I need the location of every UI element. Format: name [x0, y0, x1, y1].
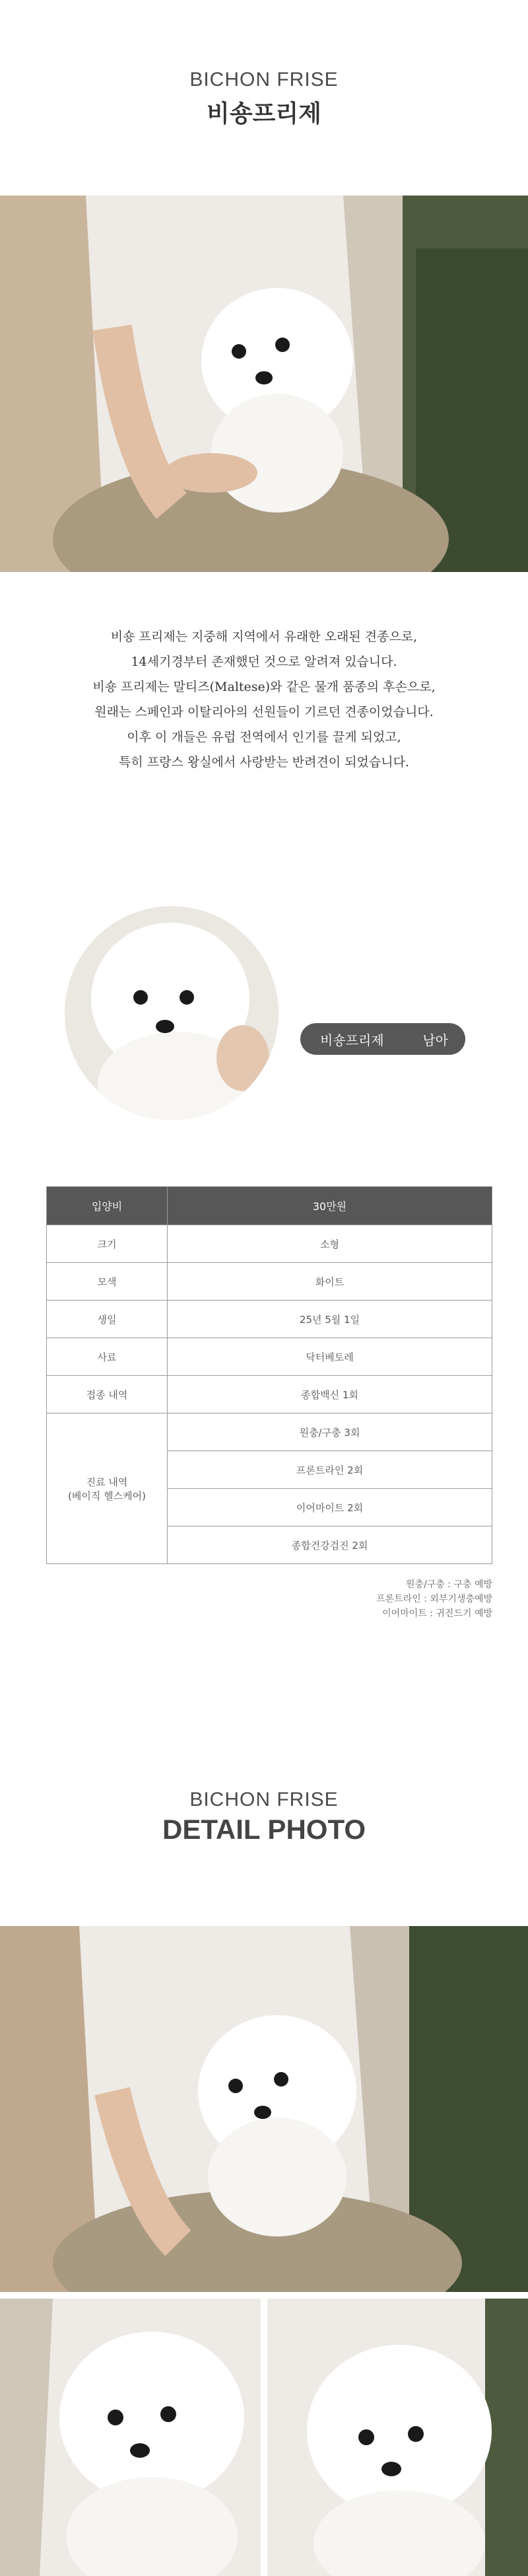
table-row: [47, 1301, 492, 1338]
hero-header: [0, 69, 528, 129]
note-line: 프론트라인 : 외부기생충예방: [376, 1594, 492, 1604]
medical-item: 프론트라인 2회: [168, 1451, 492, 1489]
note-line: 이어마이트 : 귀진드기 예방: [382, 1608, 492, 1619]
medical-item: 종합건강검진 2회: [168, 1526, 492, 1564]
hero-en-title: BICHON FRISE: [189, 69, 339, 90]
table-row: [47, 1413, 492, 1451]
info-table: [46, 1186, 492, 1564]
adoption-fee-value: 30만원: [168, 1187, 492, 1225]
breed-label: 비숑프리제: [320, 1032, 384, 1048]
gender-label: 남아: [422, 1032, 448, 1048]
table-row: [47, 1225, 492, 1263]
row-label: 모색: [47, 1263, 168, 1301]
intro-text: [0, 624, 528, 775]
row-value: 화이트: [168, 1263, 492, 1301]
intro-line: 원래는 스페인과 이탈리아의 선원들이 기르던 견종이었습니다.: [94, 705, 434, 719]
medical-item: 원충/구충 3회: [168, 1413, 492, 1451]
row-label: 사료: [47, 1338, 168, 1376]
detail-en-title: BICHON FRISE: [189, 1789, 339, 1810]
row-label: 접종 내역: [47, 1376, 168, 1413]
intro-line: 14세기경부터 존재했던 것으로 알려져 있습니다.: [131, 655, 397, 669]
intro-line: 이후 이 개들은 유럽 전역에서 인기를 끌게 되었고,: [127, 730, 401, 744]
table-row: [47, 1263, 492, 1301]
detail-photo-large: [0, 1926, 528, 2292]
table-row: [47, 1338, 492, 1376]
row-value: 닥터베토레: [168, 1338, 492, 1376]
medical-history-label: [47, 1413, 168, 1564]
medical-label-line: 진료 내역: [86, 1476, 128, 1488]
row-value: 종합백신 1회: [168, 1376, 492, 1413]
intro-line: 비숑 프리제는 말티즈(Maltese)와 같은 물개 품종의 후손으로,: [92, 680, 436, 694]
intro-line: 비숑 프리제는 지중해 지역에서 유래한 오래된 견종으로,: [110, 629, 418, 644]
notes: [0, 1577, 492, 1621]
row-label: 생일: [47, 1301, 168, 1338]
hero-photo: [0, 196, 528, 572]
detail-title: DETAIL PHOTO: [162, 1814, 366, 1845]
row-label: 크기: [47, 1225, 168, 1263]
detail-photo-left: [0, 2299, 261, 2576]
row-value: 25년 5월 1일: [168, 1301, 492, 1338]
detail-photo-right: [267, 2299, 528, 2576]
note-line: 원충/구충 : 구충 예방: [406, 1579, 492, 1590]
adoption-fee-label: 입양비: [47, 1187, 168, 1225]
intro-line: 특히 프랑스 왕실에서 사랑받는 반려견이 되었습니다.: [118, 755, 410, 769]
medical-label-line: (베이직 헬스케어): [68, 1489, 146, 1502]
table-header-row: [47, 1187, 492, 1225]
breed-gender-badge: [300, 1023, 465, 1055]
table-row: [47, 1376, 492, 1413]
medical-item: 이어마이트 2회: [168, 1489, 492, 1526]
hero-ko-title: 비숑프리제: [207, 100, 321, 127]
detail-header: [0, 1789, 528, 1845]
profile-photo: [65, 906, 279, 1120]
row-value: 소형: [168, 1225, 492, 1263]
